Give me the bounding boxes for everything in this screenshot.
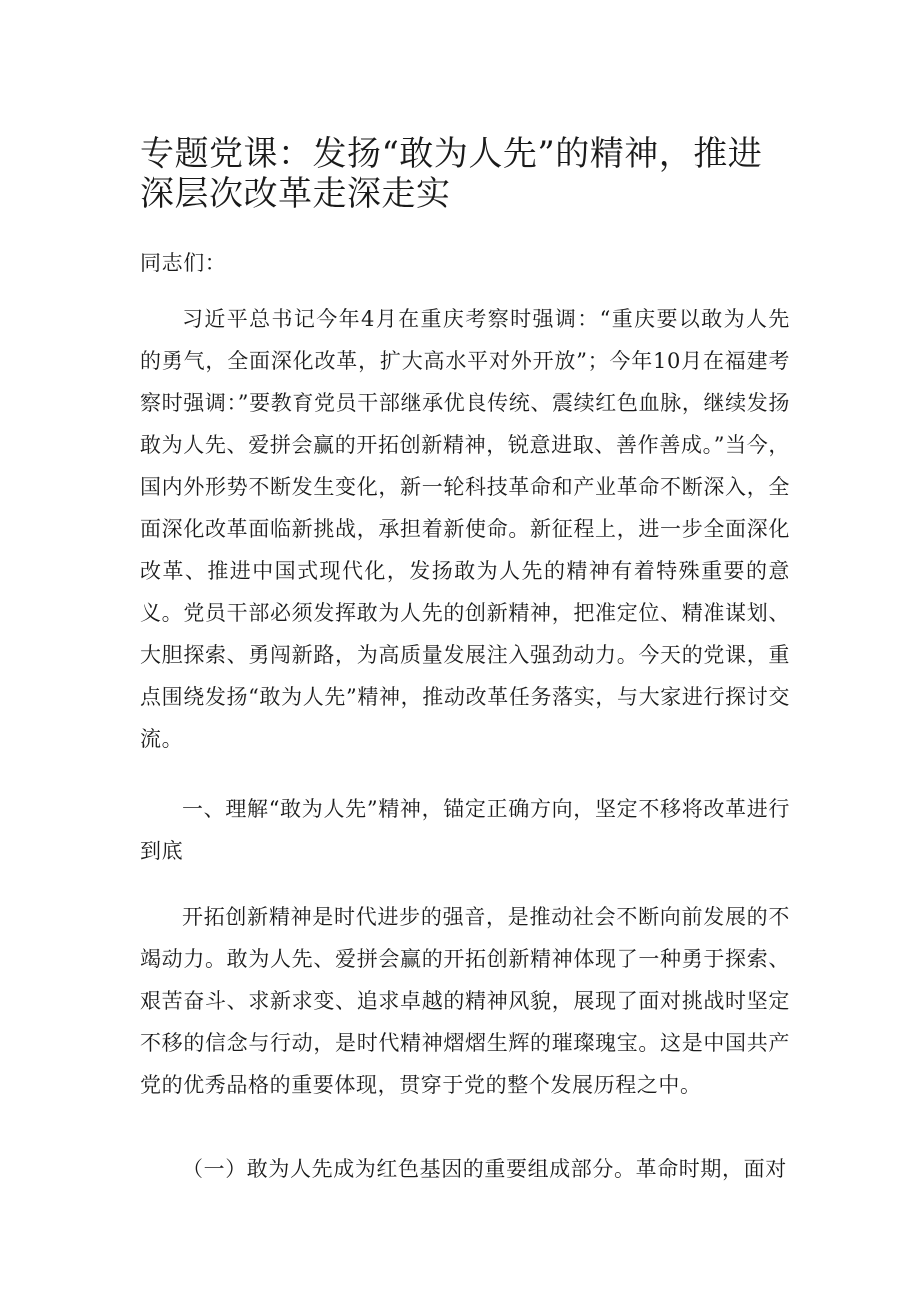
document-title: 专题党课：发扬“敢为人先”的精神，推进深层次改革走深走实 — [140, 134, 763, 214]
section-heading-1: 一、理解“敢为人先”精神，锚定正确方向，坚定不移将改革进行到底 — [140, 797, 790, 863]
subsection-heading-1: （一）敢为人先成为红色基因的重要组成部分。革命时期，面对 — [182, 1157, 787, 1181]
paragraph-intro: 习近平总书记今年4月在重庆考察时强调：“重庆要以敢为人先的勇气，全面深化改革，扩大高水平对外开放”；今年10月在福建考察时强调：”要教育党员干部继承优良传统、震续红色血脉，继续发扬敢为人先、爱拼会赢的开拓创新精神，锐意进取、善作善成。”当今，国内外形势不断发生变化，新一轮科技革命和产业革命不断深入，全面深化改革面临新挑战，承担着新使命。新征程上，进一步全面深化改革、推进中国式现代化，发扬敢为人先的精神有着特殊重要的意义。党员干部必须发挥敢为人先的创新精神，把准定位、精准谋划、大胆探索、勇闯新路，为高质量发展注入强劲动力。今天的党课，重点围绕发扬“敢为人先”精神，推动改革任务落实，与大家进行探讨交流。 — [140, 307, 790, 751]
paragraph-section-1: 开拓创新精神是时代进步的强音，是推动社会不断向前发展的不竭动力。敢为人先、爱拼会赢的开拓创新精神体现了一种勇于探索、艰苦奋斗、求新求变、追求卓越的精神风貌，展现了面对挑战时坚定不移的信念与行动，是时代精神熠熠生辉的璀璨瑰宝。这是中国共产党的优秀品格的重要体现，贯穿于党的整个发展历程之中。 — [140, 905, 790, 1097]
salutation: 同志们： — [140, 251, 227, 275]
